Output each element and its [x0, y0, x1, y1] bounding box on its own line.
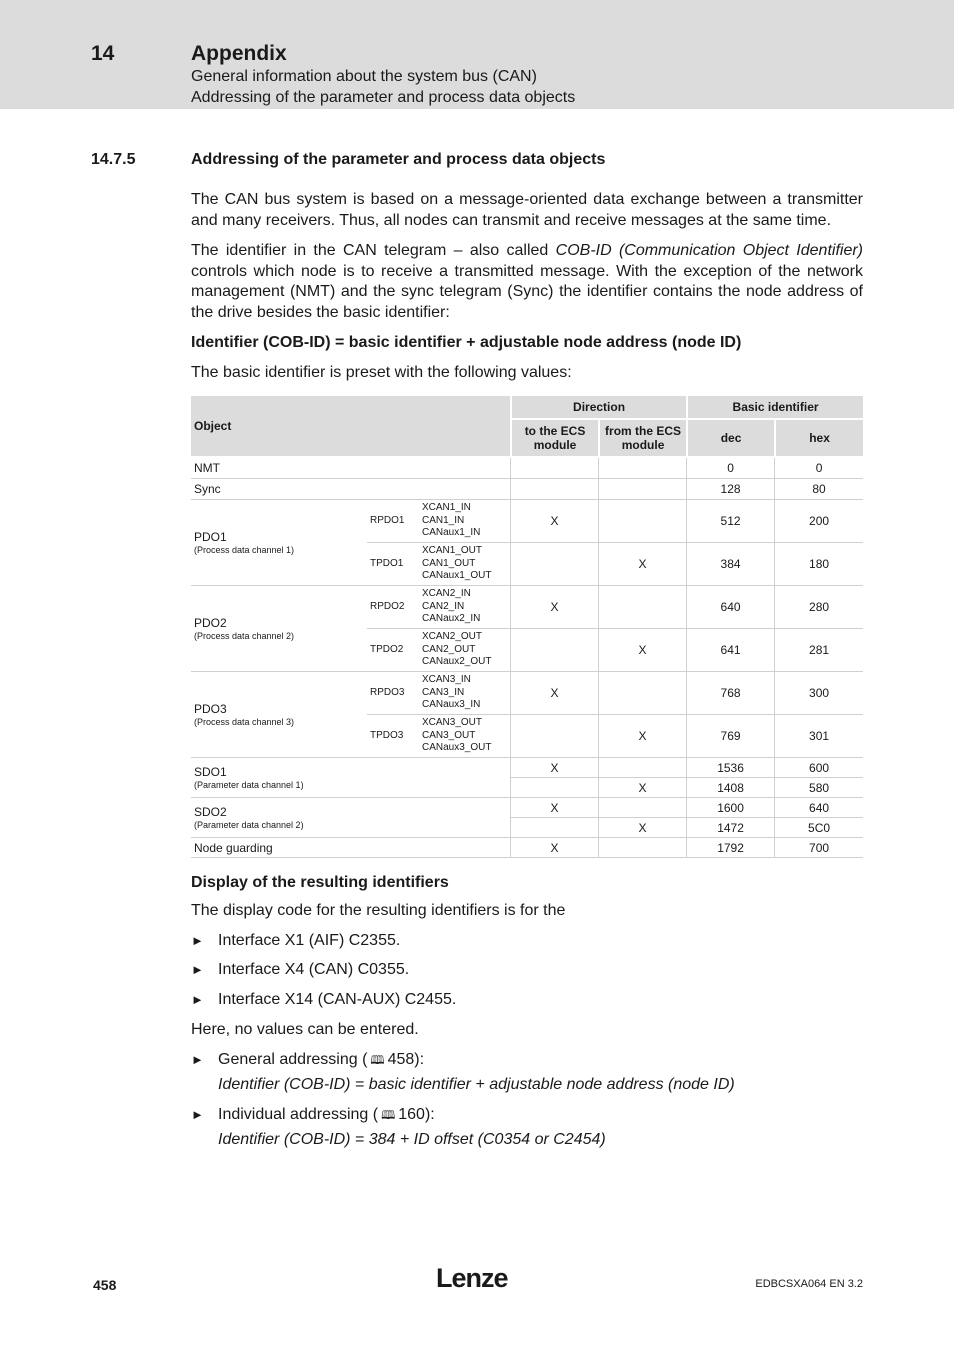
cell-to: X	[510, 586, 598, 629]
table-row	[191, 672, 863, 715]
cell-hex: 600	[774, 758, 863, 778]
cell-names: XCAN1_IN CAN1_IN CANaux1_IN	[419, 500, 510, 543]
identifier-table	[191, 396, 863, 858]
table-row	[191, 500, 863, 543]
general-addressing-page-link[interactable]: 458	[387, 1051, 415, 1068]
cell-names: XCAN2_OUT CAN2_OUT CANaux2_OUT	[419, 629, 510, 672]
individual-addressing-close: ):	[424, 1106, 435, 1123]
header-dec: dec	[686, 420, 774, 458]
cell-dec: 768	[686, 672, 774, 715]
list-item-text: Interface X4 (CAN) C0355.	[218, 961, 410, 978]
cell-dec: 1792	[686, 838, 774, 858]
cell-dec: 0	[686, 458, 774, 479]
header-subtitle-2: Addressing of the parameter and process data objects	[191, 89, 576, 106]
display-intro: The display code for the resulting identifiers is for the	[191, 902, 566, 919]
list-item	[191, 932, 400, 950]
row-label: Node guarding	[191, 838, 510, 858]
sdo1-label: SDO1	[194, 765, 227, 779]
header-object: Object	[191, 396, 510, 458]
row-label-sdo1	[191, 758, 510, 798]
pdo3-label: PDO3	[194, 702, 227, 716]
sdo2-sub: (Parameter data channel 2)	[194, 820, 304, 830]
cell-hex: 300	[774, 672, 863, 715]
cell-dec: 1408	[686, 778, 774, 798]
cell-to: X	[510, 758, 598, 778]
cell-type: RPDO1	[367, 500, 419, 543]
pdo2-label: PDO2	[194, 616, 227, 630]
table-row	[191, 838, 863, 858]
row-label-pdo1	[191, 500, 367, 586]
cell-from: X	[598, 778, 686, 798]
cell-dec: 641	[686, 629, 774, 672]
general-addressing-label: General addressing (	[218, 1051, 368, 1068]
cell-to: X	[510, 500, 598, 543]
pdo1-label: PDO1	[194, 530, 227, 544]
cell-type: TPDO2	[367, 629, 419, 672]
bullet-arrow-icon: ►	[191, 962, 204, 977]
cell-hex: 180	[774, 543, 863, 586]
table-header-row-1	[191, 396, 863, 420]
formula-heading: Identifier (COB-ID) = basic identifier + adjustable node address (node ID)	[191, 334, 742, 351]
cell-names: XCAN3_OUT CAN3_OUT CANaux3_OUT	[419, 715, 510, 758]
header-direction: Direction	[510, 396, 686, 420]
pdo2-sub: (Process data channel 2)	[194, 631, 295, 641]
table-intro: The basic identifier is preset with the following values:	[191, 364, 572, 381]
table-row	[191, 758, 863, 778]
table-row	[191, 586, 863, 629]
header-hex: hex	[774, 420, 863, 458]
sdo1-sub: (Parameter data channel 1)	[194, 780, 304, 790]
cell-from: X	[598, 629, 686, 672]
individual-addressing-page-link[interactable]: 160	[398, 1106, 425, 1123]
cell-type: RPDO3	[367, 672, 419, 715]
general-addressing-close: ):	[414, 1051, 425, 1068]
cell-dec: 769	[686, 715, 774, 758]
cell-hex: 280	[774, 586, 863, 629]
cell-from: X	[598, 818, 686, 838]
section-title: Addressing of the parameter and process data objects	[191, 151, 606, 168]
list-item	[191, 991, 456, 1009]
cell-dec: 128	[686, 479, 774, 500]
cell-hex: 700	[774, 838, 863, 858]
cell-names: XCAN3_IN CAN3_IN CANaux3_IN	[419, 672, 510, 715]
cell-dec: 640	[686, 586, 774, 629]
table-row	[191, 798, 863, 818]
list-item-individual-addressing	[191, 1106, 435, 1127]
cell-from: X	[598, 715, 686, 758]
cell-hex: 5C0	[774, 818, 863, 838]
chapter-number: 14	[91, 42, 115, 65]
cell-to: X	[510, 798, 598, 818]
cell-hex: 80	[774, 479, 863, 500]
section-number: 14.7.5	[91, 151, 136, 168]
lenze-logo: Lenze	[436, 1263, 508, 1293]
book-icon: 🕮	[370, 1053, 385, 1067]
cell-names: XCAN1_OUT CAN1_OUT CANaux1_OUT	[419, 543, 510, 586]
header-from-ecs: from the ECS module	[598, 420, 686, 458]
document-id: EDBCSXA064 EN 3.2	[755, 1278, 863, 1290]
cell-dec: 1472	[686, 818, 774, 838]
display-note: Here, no values can be entered.	[191, 1021, 419, 1038]
pdo1-sub: (Process data channel 1)	[194, 545, 295, 555]
bullet-arrow-icon: ►	[191, 933, 204, 948]
bullet-arrow-icon: ►	[191, 1107, 204, 1122]
row-label-pdo2	[191, 586, 367, 672]
cell-type: RPDO2	[367, 586, 419, 629]
row-label-sdo2	[191, 798, 510, 838]
book-icon: 🕮	[381, 1108, 396, 1122]
cell-to: X	[510, 838, 598, 858]
cell-hex: 580	[774, 778, 863, 798]
list-item-general-addressing	[191, 1051, 424, 1072]
chapter-title: Appendix	[191, 42, 287, 65]
row-label-pdo3	[191, 672, 367, 758]
page-number: 458	[93, 1277, 117, 1293]
cell-to: X	[510, 672, 598, 715]
paragraph-can-bus: The CAN bus system is based on a message-oriented data exchange between a transmitter and many receivers. Thus, all nodes can transmit and receive messages at the same time.	[191, 191, 863, 229]
para2-text-a: The identifier in the CAN telegram – also called	[191, 242, 556, 259]
cell-dec: 1600	[686, 798, 774, 818]
row-label: NMT	[191, 458, 510, 479]
individual-addressing-formula: Identifier (COB-ID) = 384 + ID offset (C0354 or C2454)	[218, 1131, 606, 1148]
display-heading: Display of the resulting identifiers	[191, 874, 449, 891]
header-to-ecs: to the ECS module	[510, 420, 598, 458]
sdo2-label: SDO2	[194, 805, 227, 819]
cell-dec: 512	[686, 500, 774, 543]
cell-type: TPDO1	[367, 543, 419, 586]
row-label: Sync	[191, 479, 510, 500]
list-item-text: Interface X14 (CAN-AUX) C2455.	[218, 991, 457, 1008]
header-basic-identifier: Basic identifier	[686, 396, 863, 420]
cell-dec: 1536	[686, 758, 774, 778]
bullet-arrow-icon: ►	[191, 1052, 204, 1067]
cell-names: XCAN2_IN CAN2_IN CANaux2_IN	[419, 586, 510, 629]
individual-addressing-label: Individual addressing (	[218, 1106, 379, 1123]
cell-from: X	[598, 543, 686, 586]
cell-dec: 384	[686, 543, 774, 586]
para2-text-b: controls which node is to receive a transmitted message. With the exception of the network management (NMT) and the sync telegram (Sync) the identifier contains the node address of the drive besides the basic identifier:	[191, 262, 863, 321]
cell-hex: 281	[774, 629, 863, 672]
cell-type: TPDO3	[367, 715, 419, 758]
list-item-text: Interface X1 (AIF) C2355.	[218, 932, 401, 949]
header-subtitle-1: General information about the system bus (CAN)	[191, 68, 537, 85]
table-row	[191, 458, 863, 479]
table-row	[191, 479, 863, 500]
cell-hex: 0	[774, 458, 863, 479]
list-item	[191, 961, 409, 979]
cell-hex: 200	[774, 500, 863, 543]
cell-hex: 640	[774, 798, 863, 818]
bullet-arrow-icon: ►	[191, 992, 204, 1007]
pdo3-sub: (Process data channel 3)	[194, 717, 295, 727]
para2-italic: COB-ID (Communication Object Identifier)	[555, 242, 863, 259]
paragraph-identifier	[191, 241, 863, 323]
general-addressing-formula: Identifier (COB-ID) = basic identifier + adjustable node address (node ID)	[218, 1076, 735, 1093]
cell-hex: 301	[774, 715, 863, 758]
